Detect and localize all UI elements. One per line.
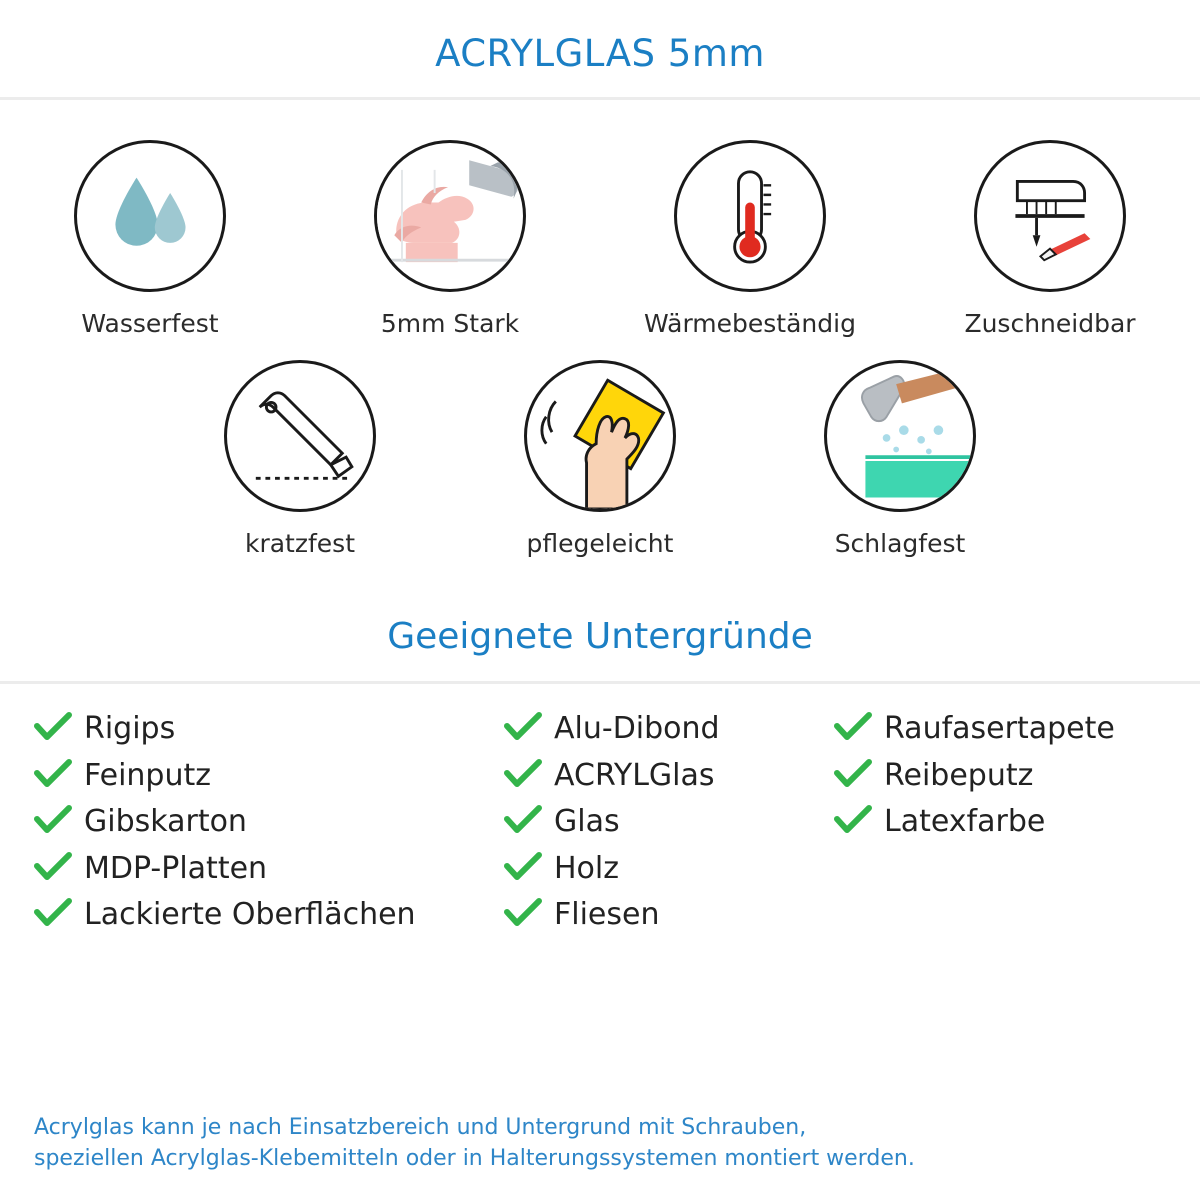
feature-label: Schlagfest [834,529,966,558]
list-item [34,755,504,792]
list-item-label: Lackierte Oberflächen [84,897,416,932]
hammer-impact-icon [827,363,973,509]
strong-arm-icon [377,143,523,289]
feature-wasserfest [0,140,300,338]
list-item-label: ACRYLGlas [554,757,715,793]
list-item [504,708,834,745]
icon-circle [824,360,976,512]
list-item [34,894,504,931]
saw-blade-icon [227,363,373,509]
feature-label: pflegeleicht [526,529,674,558]
check-icon [834,759,872,789]
check-icon [34,712,72,742]
list-item-label: Alu-Dibond [554,711,720,746]
substrates-column-3 [834,708,1164,941]
list-item [34,708,504,745]
list-item [834,801,1164,838]
list-item-label: Rigips [84,711,176,746]
feature-label: Wärmebeständig [644,309,856,338]
list-item-label: Holz [554,850,619,886]
check-icon [504,712,542,742]
list-item [834,755,1164,792]
substrates-title: Geeignete Untergründe [387,616,813,657]
check-icon [34,759,72,789]
feature-waermebestaendig [600,140,900,338]
substrates-lists [0,684,1200,941]
feature-5mm-stark [300,140,600,338]
list-item [504,894,834,931]
feature-kratzfest [150,360,450,558]
features-row-2 [0,360,1200,558]
feature-schlagfest [750,360,1050,558]
check-icon [834,805,872,835]
check-icon [504,852,542,882]
substrates-column-2 [504,708,834,941]
list-item-label: MDP-Platten [84,850,268,886]
list-item [504,801,834,838]
icon-circle [374,140,526,292]
list-item-label: Raufasertapete [884,711,1115,746]
list-item-label: Latexfarbe [884,804,1046,839]
cleaning-hand-cloth-icon [527,363,673,509]
features-row-1 [0,140,1200,338]
check-icon [504,759,542,789]
list-item-label: Gibskarton [84,804,247,839]
footer-note-line-2: speziellen Acrylglas-Klebemitteln oder in Halterungssystemen montiert werden. [34,1145,915,1171]
icon-circle [224,360,376,512]
check-icon [34,898,72,928]
feature-label: 5mm Stark [380,309,520,338]
list-item-label: Feinputz [84,757,211,793]
check-icon [834,712,872,742]
jigsaw-cutter-icon [977,143,1123,289]
icon-circle [674,140,826,292]
check-icon [504,898,542,928]
page-title: ACRYLGLAS 5mm [435,32,765,75]
water-drops-icon [77,143,223,289]
thermometer-icon [677,143,823,289]
check-icon [34,805,72,835]
list-item [34,848,504,885]
footer-note [34,1112,1180,1174]
list-item-label: Fliesen [554,897,660,932]
icon-circle [74,140,226,292]
check-icon [504,805,542,835]
list-item [504,755,834,792]
feature-pflegeleicht [450,360,750,558]
feature-label: Zuschneidbar [964,309,1136,338]
icon-circle [524,360,676,512]
list-item [34,801,504,838]
list-item-label: Reibeputz [884,757,1034,793]
check-icon [34,852,72,882]
list-item [834,708,1164,745]
feature-label: kratzfest [244,529,355,558]
list-item [504,848,834,885]
list-item-label: Glas [554,804,620,839]
feature-label: Wasserfest [81,309,219,338]
substrates-column-1 [34,708,504,941]
feature-zuschneidbar [900,140,1200,338]
footer-note-line-1: Acrylglas kann je nach Einsatzbereich und Untergrund mit Schrauben, [34,1114,807,1140]
icon-circle [974,140,1126,292]
features-section [0,100,1200,558]
